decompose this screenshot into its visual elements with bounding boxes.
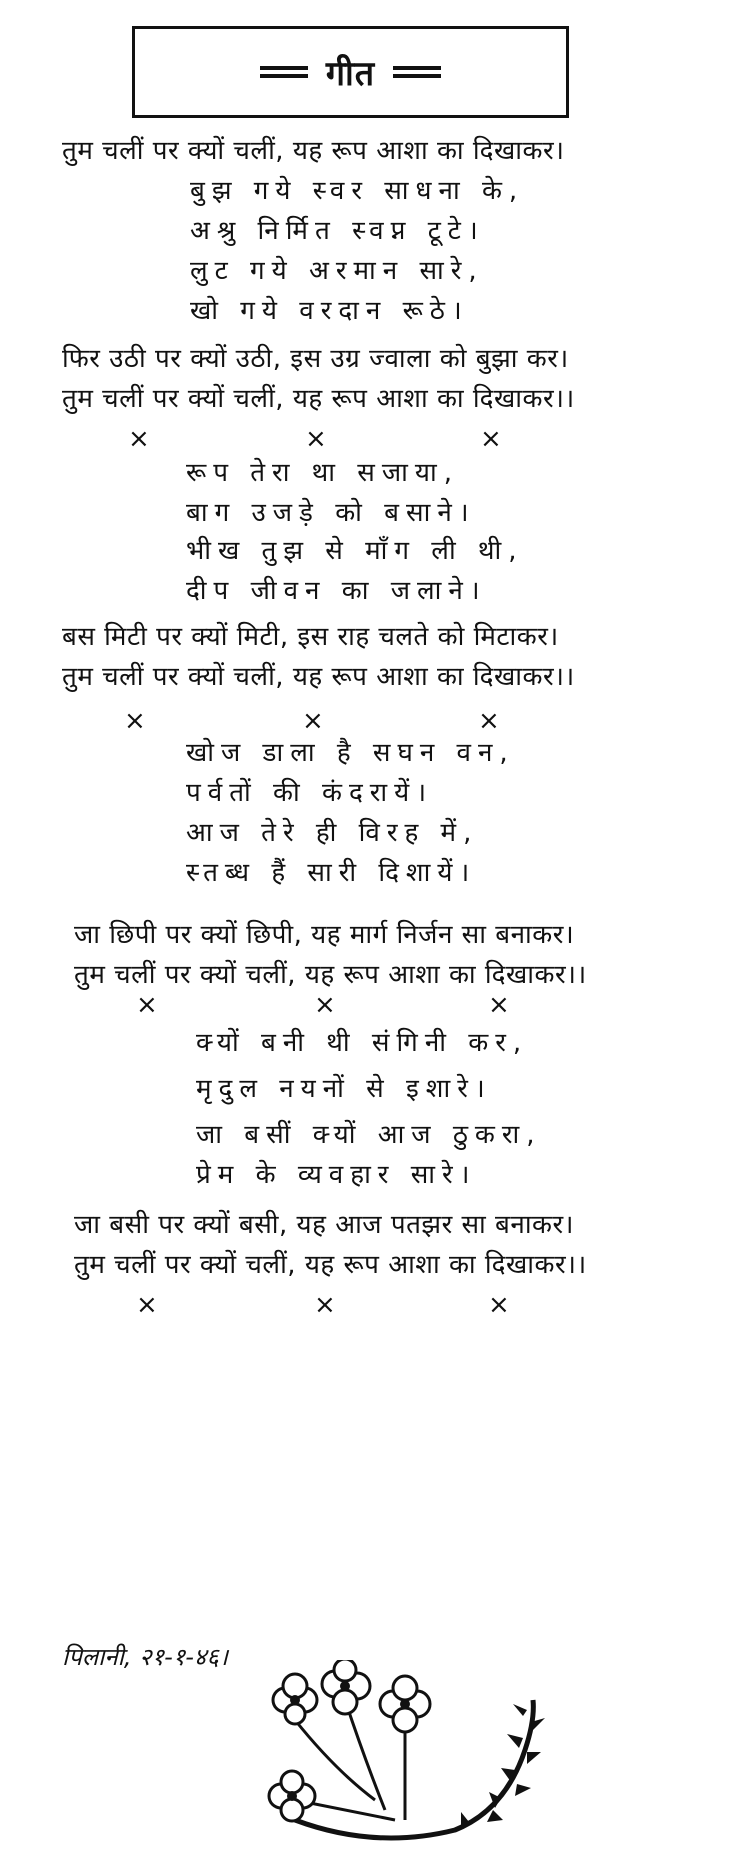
double-bar-right-icon [393,65,441,79]
stanza-4-line-2: मृदुल नयनों से इशारे। [196,1074,492,1104]
separator-mark: × [314,1290,336,1320]
stanza-4-line-1: क्यों बनी थी संगिनी कर, [196,1028,529,1058]
stanza-4-line-5: जा बसी पर क्यों बसी, यह आज पतझर सा बनाकर। [74,1210,575,1240]
place-date-signature: पिलानी, २१-१-४६। [62,1643,228,1671]
title-box [132,26,569,118]
separator-mark: × [478,706,500,736]
separator-mark: × [128,424,150,454]
separator-mark: × [302,706,324,736]
stanza-3-line-3: आज तेरे ही विरह में, [186,818,479,848]
separator-mark: × [136,990,158,1020]
stanza-1-line-3: अश्रु निर्मित स्वप्न टूटे। [190,216,485,246]
separator-mark: × [314,990,336,1020]
stanza-4-line-3: जा बसीं क्यों आज ठुकरा, [196,1120,542,1150]
floral-ornament-icon [255,1660,555,1860]
stanza-1-line-2: बुझ गये स्वर साधना के, [190,176,525,206]
separator-mark: × [136,1290,158,1320]
separator-mark: × [305,424,327,454]
stanza-2-line-3: भीख तुझ से माँग ली थी, [186,536,524,566]
stanza-2-line-2: बाग उजड़े को बसाने। [186,498,476,528]
separator-mark: × [480,424,502,454]
stanza-2-line-4: दीप जीवन का जलाने। [186,576,487,606]
stanza-3-line-6: तुम चलीं पर क्यों चलीं, यह रूप आशा का दिखाकर।। [74,960,587,990]
stanza-1-line-7: तुम चलीं पर क्यों चलीं, यह रूप आशा का दिखाकर।। [62,384,575,414]
separator-mark: × [124,706,146,736]
stanza-4-line-6: तुम चलीं पर क्यों चलीं, यह रूप आशा का दिखाकर।। [74,1250,587,1280]
stanza-3-line-1: खोज डाला है सघन वन, [186,738,515,768]
separator-mark: × [488,990,510,1020]
stanza-1-line-1: तुम चलीं पर क्यों चलीं, यह रूप आशा का दिखाकर। [62,136,565,166]
stanza-2-line-6: तुम चलीं पर क्यों चलीं, यह रूप आशा का दिखाकर।। [62,662,575,692]
stanza-4-line-4: प्रेम के व्यवहार सारे। [196,1160,477,1190]
stanza-1-line-6: फिर उठी पर क्यों उठी, इस उग्र ज्वाला को बुझा कर। [62,344,569,374]
stanza-3-line-4: स्तब्ध हैं सारी दिशायें। [186,858,477,888]
poem-title: गीत [325,54,376,94]
stanza-2-line-1: रूप तेरा था सजाया, [186,458,459,488]
stanza-3-line-5: जा छिपी पर क्यों छिपी, यह मार्ग निर्जन सा बनाकर। [74,920,575,950]
separator-mark: × [488,1290,510,1320]
stanza-3-line-2: पर्वतों की कंदरायें। [186,778,434,808]
stanza-1-line-5: खो गये वरदान रूठे। [190,296,469,326]
stanza-2-line-5: बस मिटी पर क्यों मिटी, इस राह चलते को मिटाकर। [62,622,559,652]
double-bar-left-icon [260,65,308,79]
stanza-1-line-4: लुट गये अरमान सारे, [190,256,484,286]
